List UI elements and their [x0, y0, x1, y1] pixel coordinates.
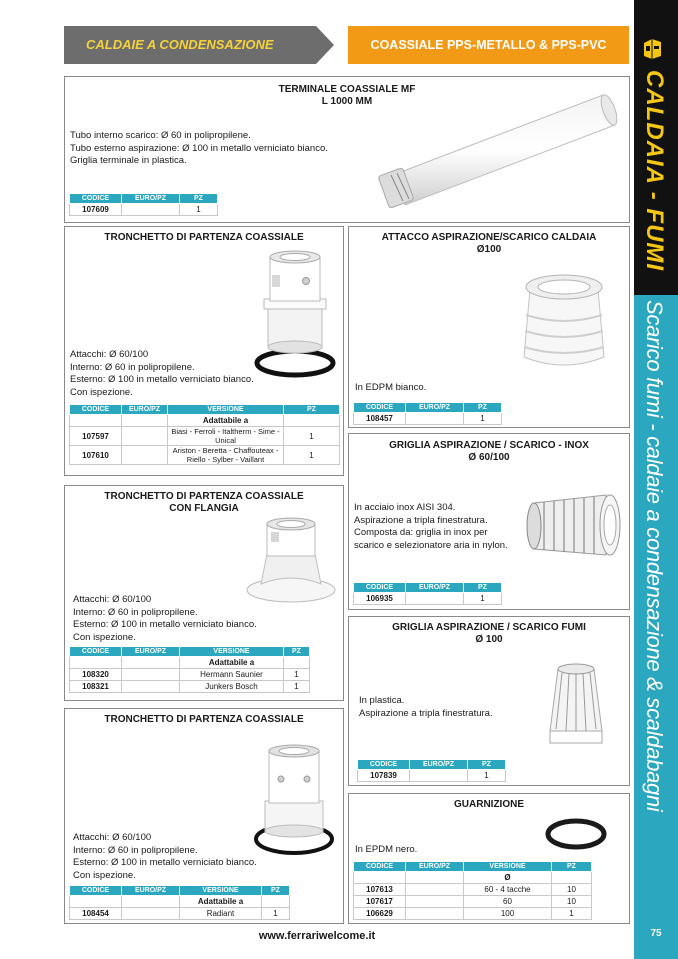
- product-table: CODICE EURO/PZ PZ 108457 1: [353, 402, 502, 425]
- coaxial-pipe-image: [375, 87, 627, 215]
- griglia-fumi-image: [544, 659, 608, 749]
- tronchetto-flangia-image: [243, 514, 339, 606]
- product-table: CODICE EURO/PZ VERSIONE PZ Adattabile a 108454 Radiant 1: [69, 885, 290, 920]
- product-table: CODICE EURO/PZ PZ 107609 1: [69, 193, 218, 216]
- table-row: 107613 60 - 4 tacche 10: [354, 884, 592, 896]
- boiler-icon: [639, 36, 665, 62]
- griglia-inox-image: [524, 489, 624, 561]
- attacco-image: [514, 269, 614, 387]
- product-table: CODICE EURO/PZ PZ 107839 1: [357, 759, 506, 782]
- product-table: CODICE EURO/PZ PZ 106935 1: [353, 582, 502, 605]
- product-title: TRONCHETTO DI PARTENZA COASSIALE: [104, 714, 304, 725]
- sidebar-subtitle: Scarico fumi - caldaie a condensazione & scaldabagni: [642, 300, 667, 812]
- product-table: CODICE EURO/PZ VERSIONE PZ Adattabile a 108320 Hermann Saunier 1 108321 Junkers Bosch 1: [69, 646, 310, 693]
- product-table: CODICE EURO/PZ VERSIONE PZ Ø 107613 60 - 4 tacche 10 107617 60 10 106629 100 1: [353, 861, 592, 920]
- product-title: GUARNIZIONE: [454, 799, 524, 810]
- product-griglia-fumi: [348, 616, 630, 786]
- tronchetto-radiant-image: [251, 739, 337, 863]
- product-griglia-inox: [348, 433, 630, 610]
- table-row: 108454 Radiant 1: [70, 908, 290, 920]
- product-terminale-coassiale: [64, 76, 630, 223]
- sidebar-title: CALDAIA - FUMI: [641, 70, 668, 272]
- sidebar: [634, 0, 678, 959]
- product-title: TRONCHETTO DI PARTENZA COASSIALE: [104, 232, 304, 243]
- table-row: 107609 1: [70, 204, 218, 216]
- table-row: 108321 Junkers Bosch 1: [70, 681, 310, 693]
- product-description: Attacchi: Ø 60/100 Interno: Ø 60 in polipropilene. Esterno: Ø 100 in metallo verniciato bianco. Con ispezione.: [73, 594, 257, 643]
- product-tronchetto-radiant: [64, 708, 344, 924]
- product-description: Attacchi: Ø 60/100 Interno: Ø 60 in polipropilene. Esterno: Ø 100 in metallo verniciato bianco. Con ispezione.: [73, 832, 257, 881]
- table-row: 108320 Hermann Saunier 1: [70, 669, 310, 681]
- page-number: 75: [650, 928, 662, 939]
- product-guarnizione: [348, 793, 630, 924]
- product-description: In EPDM nero.: [355, 844, 418, 855]
- tronchetto-image: [250, 247, 340, 379]
- table-row: 108457 1: [354, 413, 502, 425]
- product-title: GRIGLIA ASPIRAZIONE / SCARICO FUMI Ø 100: [392, 622, 586, 645]
- product-table: CODICE EURO/PZ VERSIONE PZ Adattabile a 107597 Biasi - Ferroli - Italtherm - Sime - Unical 1 107610 Ariston - Beretta - Chaffouteax - Riello - Sylber - Vaillant 1: [69, 404, 340, 465]
- table-row: 107597 Biasi - Ferroli - Italtherm - Sime - Unical 1: [70, 427, 340, 446]
- table-row: 107617 60 10: [354, 896, 592, 908]
- category-banner-arrow: [316, 26, 334, 64]
- product-title: GRIGLIA ASPIRAZIONE / SCARICO - INOX Ø 60/100: [389, 440, 589, 463]
- product-attacco-aspirazione: [348, 226, 630, 428]
- table-row: 107839 1: [358, 770, 506, 782]
- footer-url[interactable]: www.ferrariwelcome.it: [258, 930, 376, 942]
- product-title: TRONCHETTO DI PARTENZA COASSIALE CON FLANGIA: [104, 491, 304, 514]
- category-banner: CALDAIE A CONDENSAZIONE: [64, 26, 316, 64]
- table-row: 106935 1: [354, 593, 502, 605]
- subcategory-banner: COASSIALE PPS-METALLO & PPS-PVC: [348, 26, 629, 64]
- product-description: In acciaio inox AISI 304. Aspirazione a tripla finestratura. Composta da: griglia in inox per scarico e selezionatore aria in nylon.: [354, 502, 508, 551]
- product-description: In EDPM bianco.: [355, 382, 427, 393]
- product-description: In plastica. Aspirazione a tripla finestratura.: [359, 695, 493, 719]
- product-title: ATTACCO ASPIRAZIONE/SCARICO CALDAIA Ø100: [381, 232, 597, 255]
- product-description: Tubo interno scarico: Ø 60 in polipropilene. Tubo esterno aspirazione: Ø 100 in metallo verniciato bianco. Griglia terminale in plastica.: [70, 130, 328, 166]
- product-tronchetto-coassiale: [64, 226, 344, 476]
- gasket-image: [544, 816, 608, 852]
- product-title: TERMINALE COASSIALE MF L 1000 MM: [278, 84, 416, 107]
- product-description: Attacchi: Ø 60/100 Interno: Ø 60 in polipropilene. Esterno: Ø 100 in metallo verniciato bianco. Con ispezione.: [70, 349, 254, 398]
- table-row: 106629 100 1: [354, 908, 592, 920]
- table-row: 107610 Ariston - Beretta - Chaffouteax - Riello - Sylber - Vaillant 1: [70, 446, 340, 465]
- product-tronchetto-flangia: [64, 485, 344, 701]
